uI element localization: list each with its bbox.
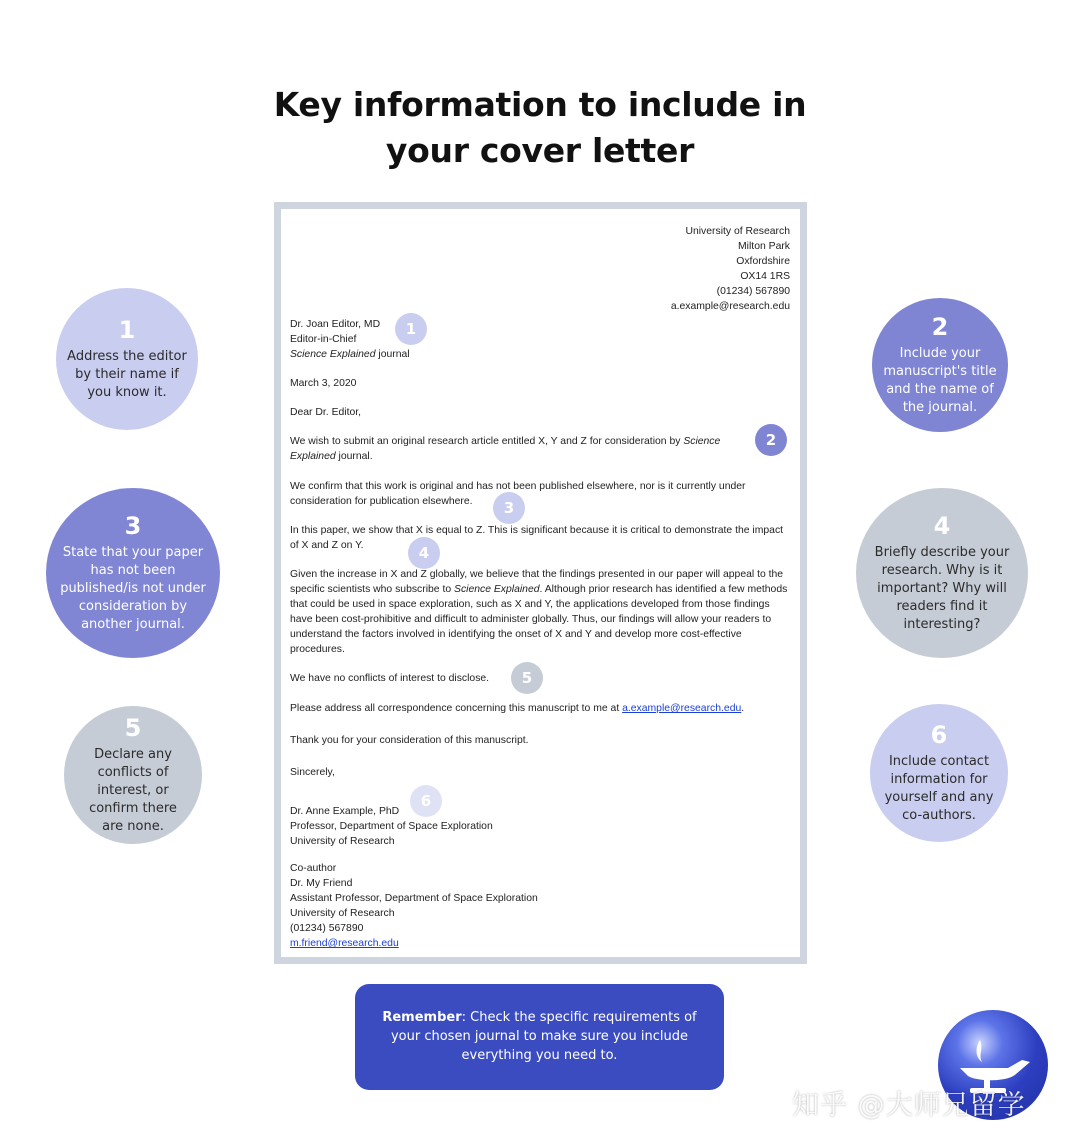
signatory-line: Professor, Department of Space Exploration: [290, 821, 493, 832]
tip-number: 3: [124, 512, 142, 540]
journal-italic: Science Explained: [290, 349, 376, 360]
email-link[interactable]: a.example@research.edu: [622, 703, 742, 714]
salutation: Dear Dr. Editor,: [290, 407, 362, 418]
coauthor-block: [290, 861, 790, 951]
recipient-name: Dr. Joan Editor, MD: [290, 319, 381, 330]
address-line: (01234) 567890: [716, 286, 790, 297]
coauthor-line: University of Research: [290, 908, 395, 919]
title-line-1: Key information to include in: [273, 85, 807, 124]
para-text: We wish to submit an original research article entitled X, Y and Z for consideration by: [290, 436, 684, 447]
coauthor-line: (01234) 567890: [290, 923, 364, 934]
sender-address: [671, 224, 790, 314]
remember-box: [355, 984, 724, 1090]
tip-circle-2: [872, 298, 1008, 432]
paragraph-intro: [290, 434, 752, 464]
paragraph-significance: [290, 567, 790, 657]
para-text: . Although prior research has identified a few methods that could be used in space exploration, such as X and Y, the applications developed from those findings have been cost-prohibitive and difficult to administer globally. Thus, our findings will allow your readers to understand the factors involved in identifying the onset of X and Y and develop more cost-effective procedures.: [290, 584, 788, 655]
tip-text: Declare any conflicts of interest, or confirm there are none.: [89, 747, 177, 834]
tip-number: 6: [930, 721, 948, 749]
watermark-text: 知乎 @大师兄留学: [792, 1090, 1026, 1121]
address-line: Oxfordshire: [736, 256, 790, 267]
badge-6: 6: [410, 785, 442, 817]
title-line-2: your cover letter: [385, 131, 695, 170]
paragraph-originality: We confirm that this work is original and has not been published elsewhere, nor is it currently under consideration for publication elsewhere.: [290, 481, 746, 507]
badge-1: 1: [395, 313, 427, 345]
para-text: Given the increase in X and Z globally, we believe that the findings presented in our paper will appeal to the specific scientists who subscribe to: [290, 569, 784, 595]
tip-circle-6: [870, 704, 1008, 842]
tip-text: Address the editor by their name if you know it.: [67, 349, 187, 400]
closing: Sincerely,: [290, 767, 335, 778]
journal-italic: Science Explained: [454, 584, 540, 595]
tip-number: 5: [124, 714, 142, 742]
remember-label: Remember: [382, 1010, 462, 1025]
coauthor-line: Dr. My Friend: [290, 878, 353, 889]
recipient-block: [290, 317, 790, 362]
signatory-block: [290, 804, 790, 849]
tip-circle-5: [64, 706, 202, 844]
tip-circle-3: [46, 488, 220, 658]
address-line: OX14 1RS: [740, 271, 790, 282]
journal-italic: Science Explained: [290, 436, 721, 462]
para-text: .: [741, 703, 745, 714]
address-line: a.example@research.edu: [670, 301, 790, 312]
paragraph-conflicts: We have no conflicts of interest to disclose.: [290, 673, 490, 684]
tip-number: 1: [118, 316, 136, 344]
coauthor-email-link[interactable]: m.friend@research.edu: [290, 938, 399, 949]
tip-circle-4: [856, 488, 1028, 658]
letter-date: March 3, 2020: [290, 378, 357, 389]
badge-4: 4: [408, 537, 440, 569]
page-title: [190, 82, 890, 174]
journal-suffix: journal: [375, 349, 410, 360]
tip-text: Include contact information for yourself and any co-authors.: [884, 754, 994, 823]
address-line: University of Research: [685, 226, 790, 237]
signatory-line: Dr. Anne Example, PhD: [290, 806, 400, 817]
coauthor-line: Assistant Professor, Department of Space Exploration: [290, 893, 538, 904]
tip-text: Briefly describe your research. Why is it important? Why will readers find it interesting?: [874, 545, 1010, 632]
paragraph-correspondence: [290, 701, 790, 716]
badge-5: 5: [511, 662, 543, 694]
tip-number: 4: [933, 512, 951, 540]
para-text: journal.: [335, 451, 373, 462]
recipient-role: Editor-in-Chief: [290, 334, 357, 345]
recipient-journal: [290, 347, 790, 362]
paragraph-thanks: Thank you for your consideration of this manuscript.: [290, 735, 529, 746]
tip-circle-1: [56, 288, 198, 430]
para-text: Please address all correspondence concerning this manuscript to me at: [290, 703, 623, 714]
badge-3: 3: [493, 492, 525, 524]
signatory-line: University of Research: [290, 836, 395, 847]
paragraph-summary: In this paper, we show that X is equal to Z. This is significant because it is critical to demonstrate the impact of X and Z on Y.: [290, 525, 784, 551]
tip-text: State that your paper has not been published/is not under consideration by another journal.: [60, 545, 206, 632]
tip-number: 2: [931, 313, 949, 341]
badge-2: 2: [755, 424, 787, 456]
coauthor-line: Co-author: [290, 863, 337, 874]
remember-text: : Check the specific requirements of your chosen journal to make sure you include everything you need to.: [390, 1010, 697, 1063]
tip-text: Include your manuscript's title and the name of the journal.: [883, 346, 997, 415]
address-line: Milton Park: [738, 241, 790, 252]
